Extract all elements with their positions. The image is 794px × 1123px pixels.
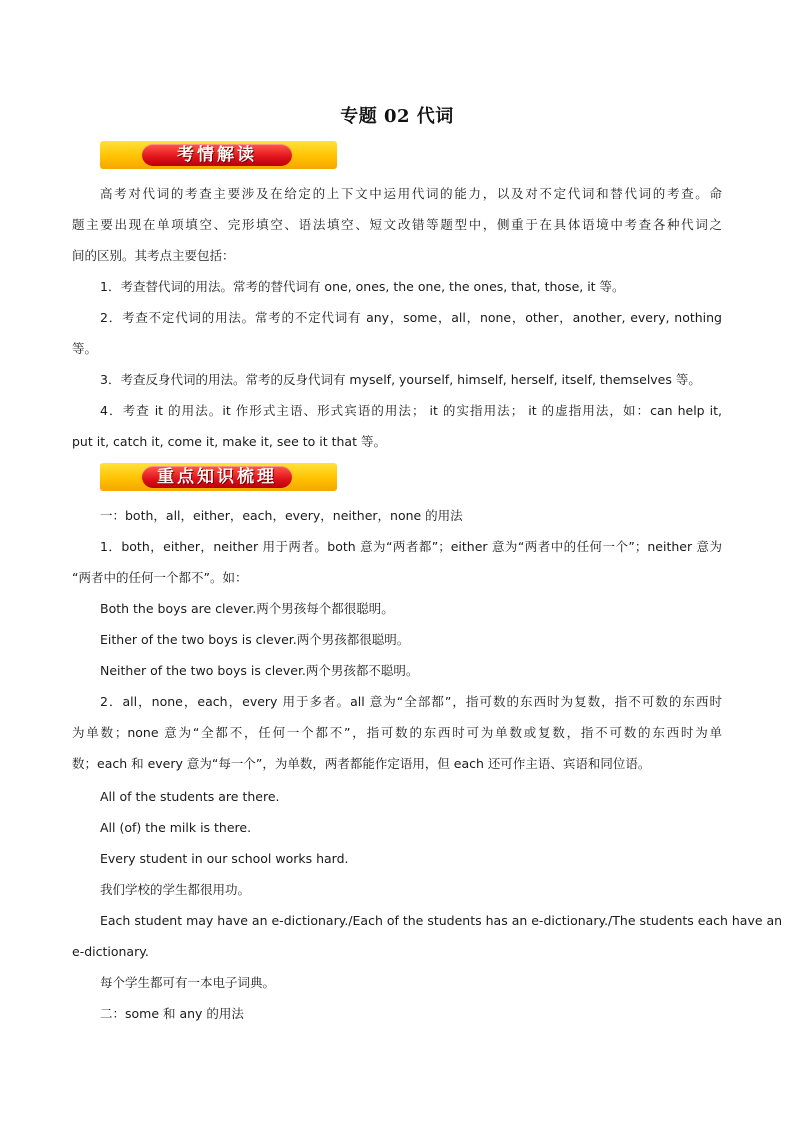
example-5: All (of) the milk is there. <box>100 820 252 835</box>
section-1-heading: 一：both，all，either，each，every，neither，none 的用法 <box>100 508 463 523</box>
point-2-line-1: 2．考查不定代词的用法。常考的不定代词有 any，some，all，none，other，another, every, nothing <box>100 310 722 325</box>
example-1: Both the boys are clever.两个男孩每个都很聪明。 <box>100 601 394 616</box>
banner-label: 考情解读 <box>177 145 257 165</box>
example-7-translation: 每个学生都可有一本电子词典。 <box>100 975 276 990</box>
point-4-line-1: 4．考查 it 的用法。it 作形式主语、形式宾语的用法； it 的实指用法； it 的虚指用法，如：can help it, <box>100 403 722 418</box>
example-3: Neither of the two boys is clever.两个男孩都不聪明。 <box>100 663 419 678</box>
section-banner-key-knowledge <box>100 463 337 491</box>
rule-2-line-1: 2．all，none，each，every 用于多者。all 意为“全部都”，指可数的东西时为复数，指不可数的东西时 <box>100 694 722 709</box>
section-2-heading: 二：some 和 any 的用法 <box>100 1006 244 1021</box>
example-2: Either of the two boys is clever.两个男孩都很聪明。 <box>100 632 410 647</box>
point-3: 3．考查反身代词的用法。常考的反身代词有 myself, yourself, himself, herself, itself, themselves 等。 <box>100 372 701 387</box>
page-title: 专题 02 代词 <box>340 106 454 127</box>
point-4-line-2: put it, catch it, come it, make it, see to it that 等。 <box>72 434 386 449</box>
point-2-line-2: 等。 <box>72 341 98 356</box>
intro-line-1: 高考对代词的考查主要涉及在给定的上下文中运用代词的能力，以及对不定代词和替代词的考查。命 <box>100 186 722 201</box>
example-7-line-2: e-dictionary. <box>72 944 149 959</box>
banner-label: 重点知识梳理 <box>157 467 277 487</box>
rule-1-line-1: 1．both，either，neither 用于两者。both 意为“两者都”；either 意为“两者中的任何一个”；neither 意为 <box>100 539 722 554</box>
intro-line-2: 题主要出现在单项填空、完形填空、语法填空、短文改错等题型中，侧重于在具体语境中考查各种代词之 <box>72 217 722 232</box>
section-banner-exam-analysis <box>100 141 337 169</box>
example-6-translation: 我们学校的学生都很用功。 <box>100 882 251 897</box>
rule-2-line-2: 为单数；none 意为“全都不，任何一个都不”，指可数的东西时可为单数或复数，指不可数的东西时为单 <box>72 725 722 740</box>
rule-2-line-3: 数；each 和 every 意为“每一个”，为单数，两者都能作定语用，但 each 还可作主语、宾语和同位语。 <box>72 756 651 771</box>
example-7-line-1: Each student may have an e-dictionary./Each of the students has an e-dictionary./The students each have an <box>100 913 783 928</box>
example-6: Every student in our school works hard. <box>100 851 349 866</box>
example-4: All of the students are there. <box>100 789 280 804</box>
rule-1-line-2: “两者中的任何一个都不”。如： <box>72 570 248 585</box>
point-1: 1．考查替代词的用法。常考的替代词有 one, ones, the one, the ones, that, those, it 等。 <box>100 279 625 294</box>
intro-line-3: 间的区别。其考点主要包括： <box>72 248 235 263</box>
